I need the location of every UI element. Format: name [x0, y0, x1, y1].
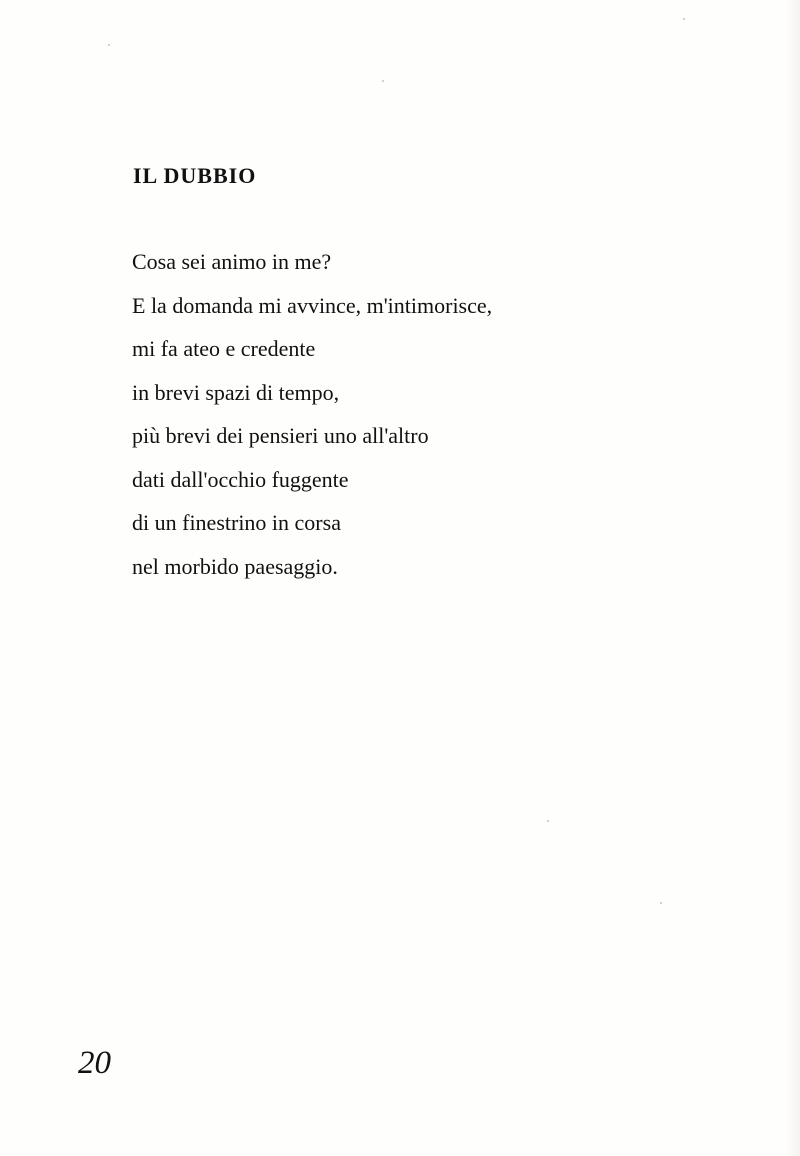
poem-verse: più brevi dei pensieri uno all'altro: [132, 423, 429, 448]
page-number: 20: [78, 1045, 111, 1081]
poem-title: IL DUBBIO: [133, 162, 257, 188]
paper-speck: [660, 902, 662, 904]
paper-speck: [547, 820, 549, 822]
poem-verse: dati dall'occhio fuggente: [132, 466, 349, 492]
poem-verse: nel morbido paesaggio.: [132, 553, 338, 579]
paper-speck: [683, 18, 685, 20]
poem-verses: [132, 240, 492, 588]
poem-verse: E la domanda mi avvince, m'intimorisce,: [132, 292, 493, 318]
poem-verse: di un finestrino in corsa: [132, 510, 341, 535]
paper-speck: [108, 44, 110, 46]
poem-verse: mi fa ateo e credente: [132, 336, 316, 361]
paper-speck: [382, 80, 384, 82]
poem-verse: Cosa sei animo in me?: [132, 249, 332, 274]
poem-verse: in brevi spazi di tempo,: [132, 379, 340, 405]
page-edge-shadow: [786, 0, 800, 1156]
